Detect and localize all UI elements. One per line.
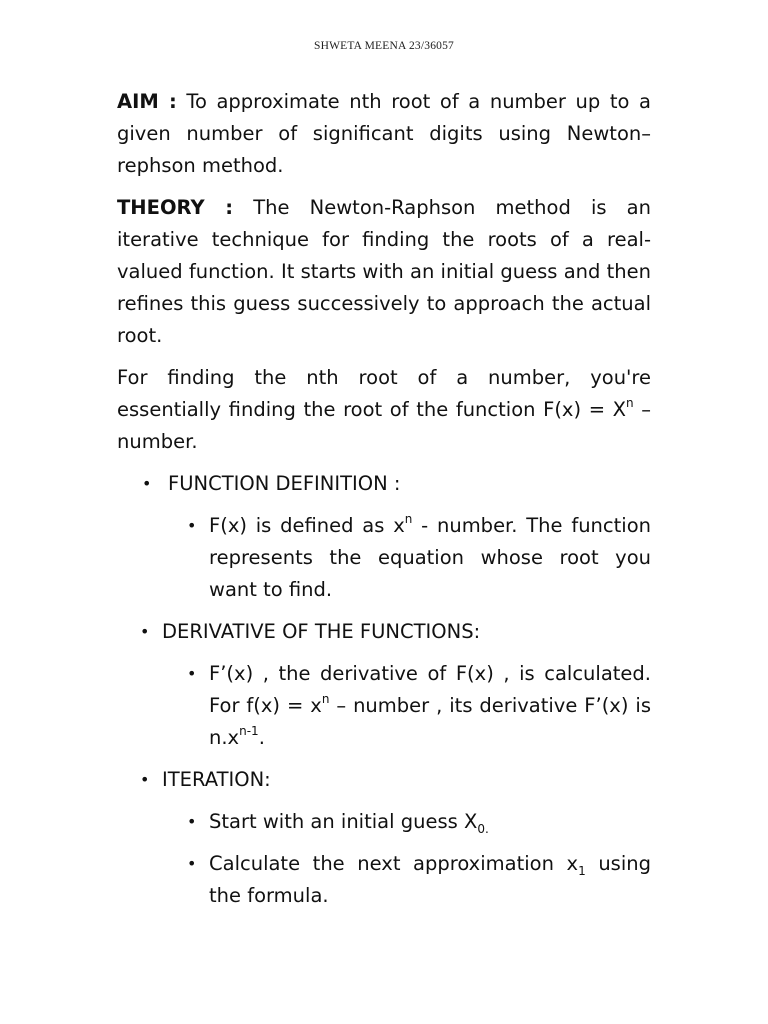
bullet-dot: • — [187, 812, 197, 831]
theory-paragraph — [117, 192, 651, 352]
bullet-iteration — [117, 764, 651, 796]
page-header: SHWETA MEENA 23/36057 — [314, 40, 454, 52]
nth-root-paragraph: For finding the nth root of a number, you're essentially finding the root of the function $F(x) = X^n$ – number. — [117, 366, 651, 453]
section-title: FUNCTION DEFINITION : — [168, 472, 401, 495]
bullet-dot: • — [187, 516, 197, 535]
aim-paragraph — [117, 86, 651, 182]
sub-bullet-initial-guess: • Start with an initial guess $X_{0.}$ — [117, 806, 651, 838]
bullet-derivative — [117, 616, 651, 648]
theory-text: The Newton-Raphson method is an iterative technique for finding the roots of a real-valued function. It starts with an initial guess and then refines this guess successively to approach the actual root. — [117, 196, 651, 347]
sub-bullet-function-definition: • F(x) is defined as $x^n$ - number. The function represents the equation whose root you want to find. — [187, 511, 651, 601]
bullet-dot: • — [187, 854, 197, 873]
document-body — [117, 86, 651, 922]
bullet-dot: • — [140, 770, 150, 789]
bullet-dot: • — [187, 664, 197, 683]
bullet-dot: • — [142, 474, 152, 493]
section-title: ITERATION: — [162, 768, 271, 791]
theory-label: THEORY : — [117, 196, 234, 219]
aim-text: To approximate nth root of a number up to a given number of significant digits using Newton–rephson method. — [117, 90, 651, 177]
bullet-dot: • — [140, 622, 150, 641]
sub-bullet-next-approximation: • Calculate the next approximation $x_1$ using the formula. — [117, 848, 651, 912]
bullet-function-definition — [117, 468, 651, 500]
section-title: DERIVATIVE OF THE FUNCTIONS: — [162, 620, 481, 643]
aim-label: AIM : — [117, 90, 177, 113]
sub-bullet-derivative: • F’(x) , the derivative of F(x) , is calculated. For $f(x) = x^n$ – number , its derivative F’(x) is $n.x^{n-1}$. — [117, 658, 651, 754]
